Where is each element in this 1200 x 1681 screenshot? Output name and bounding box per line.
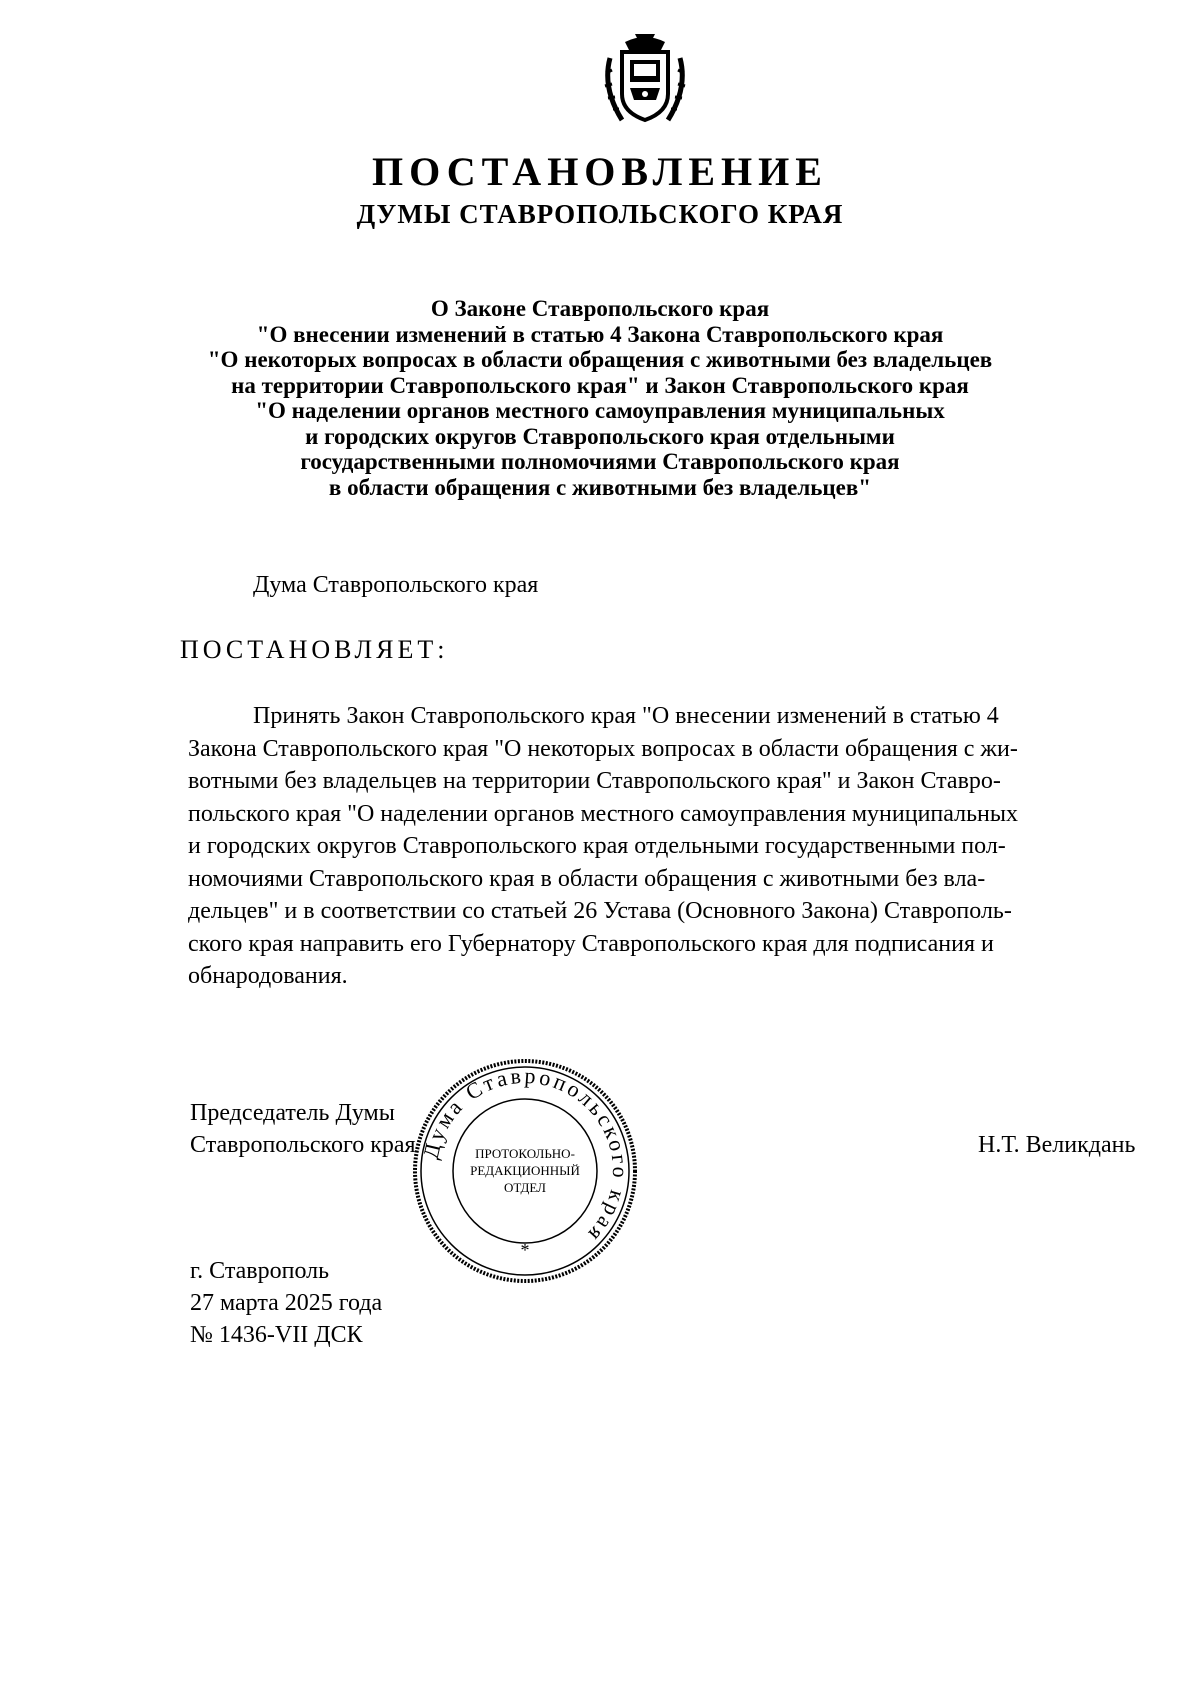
position-line: Председатель Думы (190, 1100, 395, 1126)
body-line: номочиями Ставропольского края в области обращения с животными без вла- (188, 865, 986, 892)
resolution-body (188, 700, 1150, 993)
subject-line: на территории Ставропольского края" и Закон Ставропольского края (231, 372, 969, 398)
document-subject (150, 296, 1050, 500)
body-line: ского края направить его Губернатору Ставропольского края для подписания и (188, 930, 994, 957)
body-line: обнародования. (188, 963, 348, 989)
body-line: дельцев" и в соответствии со статьей 26 Устава (Основного Закона) Ставрополь- (188, 898, 1012, 924)
subject-line: "О наделении органов местного самоуправления муниципальных (255, 398, 945, 423)
body-line: вотными без владельцев на территории Ставропольского края" и Закон Ставро- (188, 768, 1001, 794)
footer-date: 27 марта 2025 года (190, 1290, 383, 1316)
document-subtitle: ДУМЫ СТАВРОПОЛЬСКОГО КРАЯ (356, 199, 844, 229)
coat-of-arms-icon (600, 28, 690, 128)
subject-line: О Законе Ставропольского края (430, 296, 770, 321)
intro-text: Дума Ставропольского края (253, 572, 539, 598)
body-line: и городских округов Ставропольского края отдельными государственными пол- (188, 833, 1006, 859)
document-footer (190, 1255, 382, 1351)
document-title: ПОСТАНОВЛЕНИЕ (372, 149, 828, 194)
subject-line: в области обращения с животными без владельцев" (328, 474, 872, 500)
subject-line: государственными полномочиями Ставропольского края (300, 449, 900, 474)
decides-heading: ПОСТАНОВЛЯЕТ: (180, 635, 449, 664)
footer-number: № 1436-VII ДСК (190, 1322, 363, 1348)
stamp-ring-text: Дума Ставропольского края (417, 1062, 634, 1249)
subject-line: "О некоторых вопросах в области обращения с животными без владельцев (207, 347, 993, 372)
position-line: Ставропольского края (190, 1132, 416, 1158)
signatory-position (190, 1097, 416, 1161)
signatory-name: Н.Т. Великдань (978, 1132, 1136, 1158)
body-line: Принять Закон Ставропольского края "О внесении изменений в статью 4 (253, 703, 999, 729)
stamp-center-line: ОТДЕЛ (504, 1180, 546, 1195)
body-line: польского края "О наделении органов местного самоуправления муниципальных (188, 800, 1019, 827)
stamp-star: * (520, 1240, 530, 1260)
body-line: Закона Ставропольского края "О некоторых вопросах в области обращения с жи- (188, 735, 1018, 762)
subject-line: "О внесении изменений в статью 4 Закона Ставропольского края (256, 321, 944, 347)
footer-city: г. Ставрополь (190, 1258, 330, 1284)
stamp-center-line: РЕДАКЦИОННЫЙ (470, 1163, 580, 1178)
official-stamp (410, 1056, 640, 1286)
stamp-center-line: ПРОТОКОЛЬНО- (475, 1146, 575, 1161)
subject-line: и городских округов Ставропольского края отдельными (305, 423, 895, 449)
